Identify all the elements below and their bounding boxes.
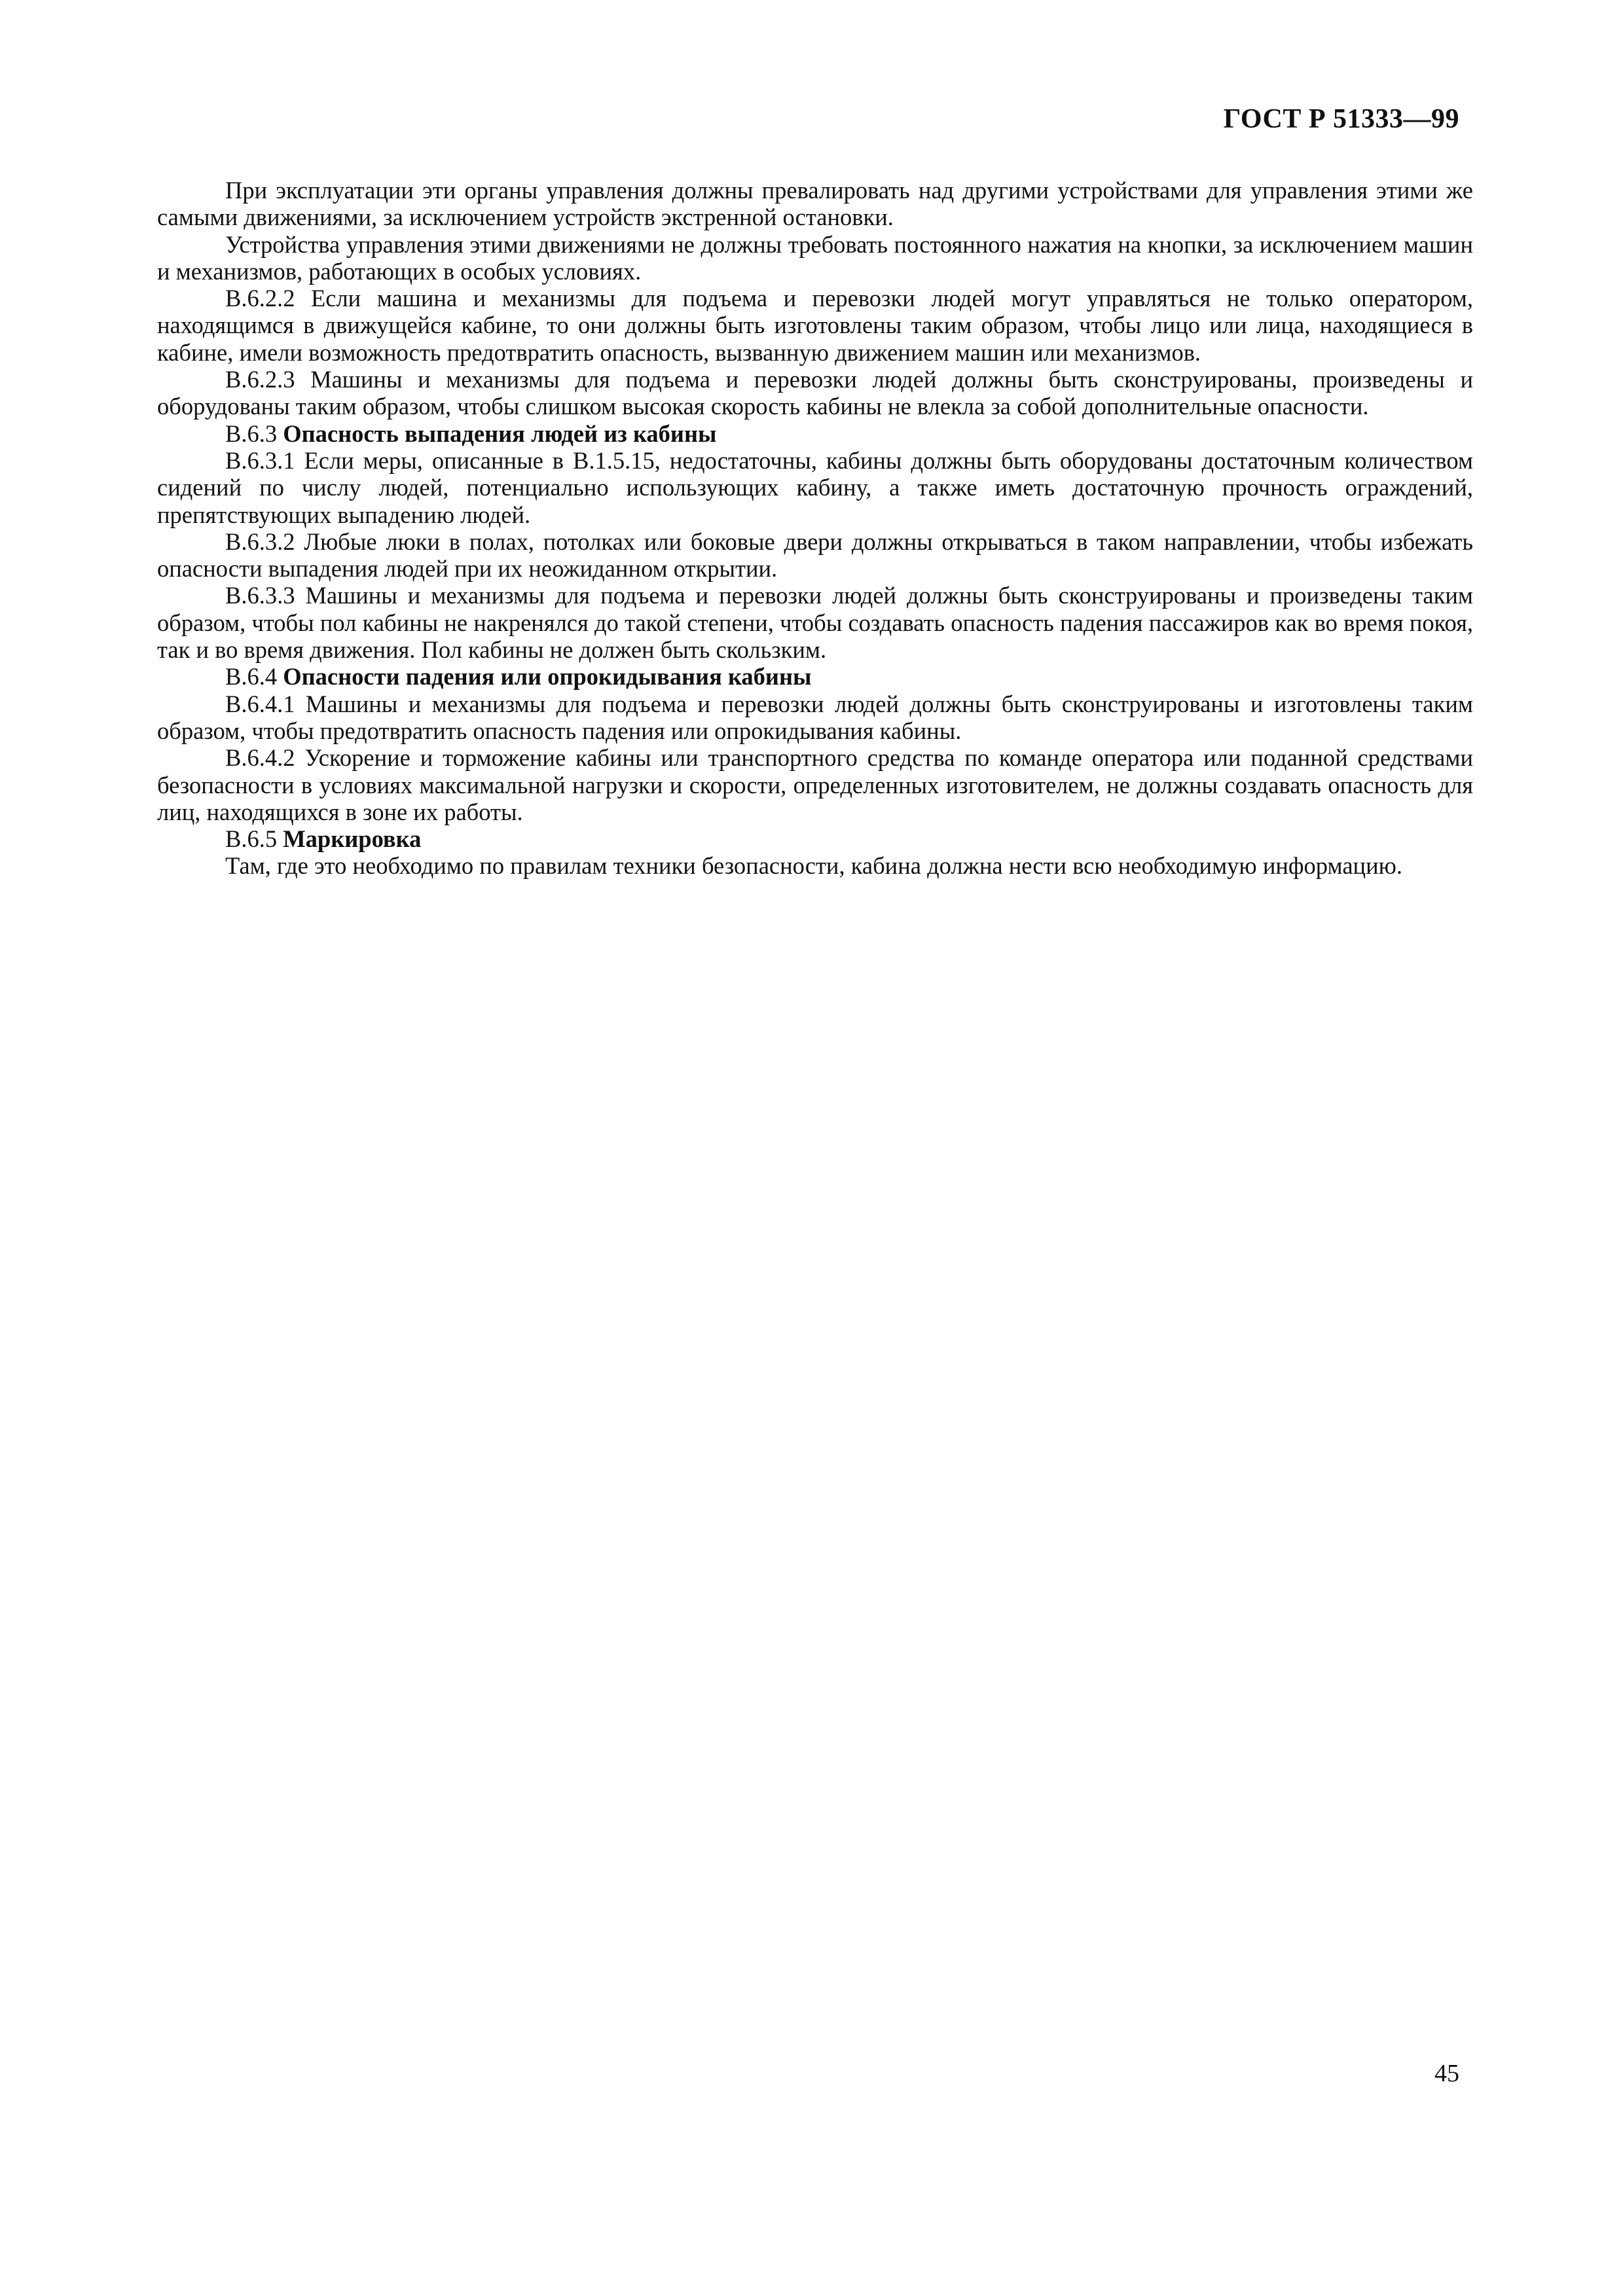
section-title: Опасность выпадения людей из кабины bbox=[283, 420, 717, 447]
section-title: Опасности падения или опрокидывания кабины bbox=[283, 663, 812, 691]
paragraph: Устройства управления этими движениями не должны требовать постоянного нажатия на кнопки, за исключением машин и механизмов, работающих в особых условиях. bbox=[157, 230, 1473, 285]
paragraph: Там, где это необходимо по правилам техники безопасности, кабина должна нести всю необходимую информацию. bbox=[225, 852, 1402, 880]
paragraph: В.6.3.2 Любые люки в полах, потолках или боковые двери должны открываться в таком направлении, чтобы избежать опасности выпадения людей при их неожиданном открытии. bbox=[157, 528, 1473, 583]
document-body bbox=[157, 177, 1473, 880]
section-number: В.6.5 bbox=[225, 825, 278, 853]
paragraph: В.6.2.3 Машины и механизмы для подъема и перевозки людей должны быть сконструированы, произведены и оборудованы таким образом, чтобы слишком высокая скорость кабины не влекла за собой дополнительные опасности. bbox=[157, 366, 1473, 420]
section-number: В.6.4 bbox=[225, 663, 278, 691]
standard-code-header: ГОСТ Р 51333—99 bbox=[1223, 104, 1459, 134]
section-number: В.6.3 bbox=[225, 420, 278, 447]
page-number: 45 bbox=[1434, 2060, 1459, 2087]
paragraph: В.6.2.2 Если машина и механизмы для подъема и перевозки людей могут управляться не только оператором, находящимся в движущейся кабине, то они должны быть изготовлены таким образом, чтобы лицо или лица, находящиеся в кабине, имели возможность предотвратить опасность, вызванную движением машин или механизмов. bbox=[157, 285, 1473, 366]
section-heading bbox=[157, 663, 1473, 690]
paragraph: В.6.4.1 Машины и механизмы для подъема и перевозки людей должны быть сконструированы и изготовлены таким образом, чтобы предотвратить опасность падения или опрокидывания кабины. bbox=[157, 690, 1473, 744]
section-title: Маркировка bbox=[283, 825, 422, 853]
paragraph: В.6.3.1 Если меры, описанные в В.1.5.15, недостаточны, кабины должны быть оборудованы достаточным количеством сидений по числу людей, потенциально использующих кабину, а также иметь достаточную прочность ограждений, препятствующих выпадению людей. bbox=[157, 446, 1473, 528]
paragraph: В.6.3.3 Машины и механизмы для подъема и перевозки людей должны быть сконструированы и произведены таким образом, чтобы пол кабины не накренялся до такой степени, чтобы создавать опасность падения пассажиров как во время покоя, так и во время движения. Пол кабины не должен быть скользким. bbox=[157, 582, 1473, 664]
section-heading bbox=[157, 420, 1473, 447]
paragraph: При эксплуатации эти органы управления должны превалировать над другими устройствами для управления этими же самыми движениями, за исключением устройств экстренной остановки. bbox=[157, 177, 1473, 231]
section-heading bbox=[157, 825, 1473, 852]
paragraph: В.6.4.2 Ускорение и торможение кабины или транспортного средства по команде оператора или поданной средствами безопасности в условиях максимальной нагрузки и скорости, определенных изготовителем, не должны создавать опасность для лиц, находящихся в зоне их работы. bbox=[157, 744, 1473, 825]
